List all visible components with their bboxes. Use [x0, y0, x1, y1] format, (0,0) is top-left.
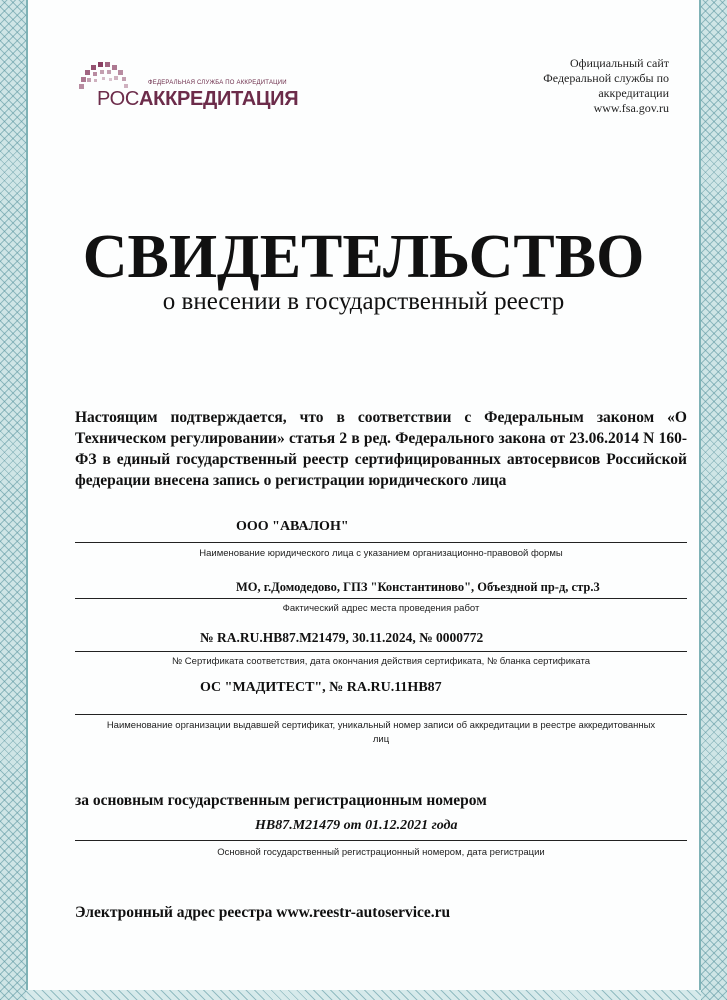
logo-agency-text: ФЕДЕРАЛЬНАЯ СЛУЖБА ПО АККРЕДИТАЦИИ: [148, 80, 287, 86]
official-site-line-2: Федеральной службы по: [543, 71, 669, 85]
logo-brand-text: [97, 88, 298, 111]
legal-name-caption: Наименование юридического лица с указанием организационно-правовой формы: [199, 548, 563, 559]
registration-heading: за основным государственным регистрационным номером: [75, 792, 487, 809]
official-site-line-1: Официальный сайт: [570, 56, 669, 70]
issuer-underline: [75, 714, 687, 715]
address-caption: Фактический адрес места проведения работ: [282, 603, 480, 614]
rosakkreditaciya-logo: [76, 60, 299, 122]
decorative-border-right: [699, 0, 727, 1000]
logo-brand-suffix: АККРЕДИТАЦИЯ: [139, 88, 299, 110]
certificate-title: СВИДЕТЕЛЬСТВО: [82, 223, 645, 291]
official-site-block: [499, 56, 669, 116]
issuer-caption-line-2: лиц: [372, 734, 390, 745]
registration-underline: [75, 840, 687, 841]
registration-value: НВ87.М21479 от 01.12.2021 года: [255, 818, 458, 833]
certificate-caption: № Сертификата соответствия, дата окончания действия сертификата, № бланка сертификата: [171, 656, 591, 667]
official-site-line-3: аккредитации: [598, 86, 669, 100]
legal-name-value: ООО "АВАЛОН": [236, 519, 349, 534]
certificate-underline: [75, 651, 687, 652]
decorative-border-bottom: [26, 990, 701, 1000]
certificate-number-value: № RA.RU.НВ87.М21479, 30.11.2024, № 0000772: [200, 630, 484, 645]
legal-name-underline: [75, 542, 687, 543]
intro-paragraph: Настоящим подтверждается, что в соответствии с Федеральным законом «О Техническом регулировании» статья 2 в ред. Федерального закона от 23.06.2014 N 160-ФЗ в единый государственный реестр сертифицированных автосервисов Российской федерации внесена запись о регистрации юридического лица: [75, 409, 687, 489]
decorative-border-left: [0, 0, 28, 1000]
issuer-value: ОС "МАДИТЕСТ", № RA.RU.11НВ87: [200, 680, 442, 695]
issuer-caption-line-1: Наименование организации выдавшей сертификат, уникальный номер записи об аккредитации в реестре аккредитованных: [106, 720, 656, 731]
address-underline: [75, 598, 687, 599]
certificate-subtitle: о внесении в государственный реестр: [162, 288, 565, 315]
registration-caption: Основной государственный регистрационный номером, дата регистрации: [217, 847, 545, 858]
official-site-url: www.fsa.gov.ru: [593, 101, 669, 115]
logo-brand-prefix: РОС: [97, 88, 140, 110]
address-value: МО, г.Домодедово, ГПЗ "Константиново", Объездной пр-д, стр.3: [236, 580, 600, 594]
registry-email-line: Электронный адрес реестра www.reestr-autoservice.ru: [75, 904, 451, 921]
